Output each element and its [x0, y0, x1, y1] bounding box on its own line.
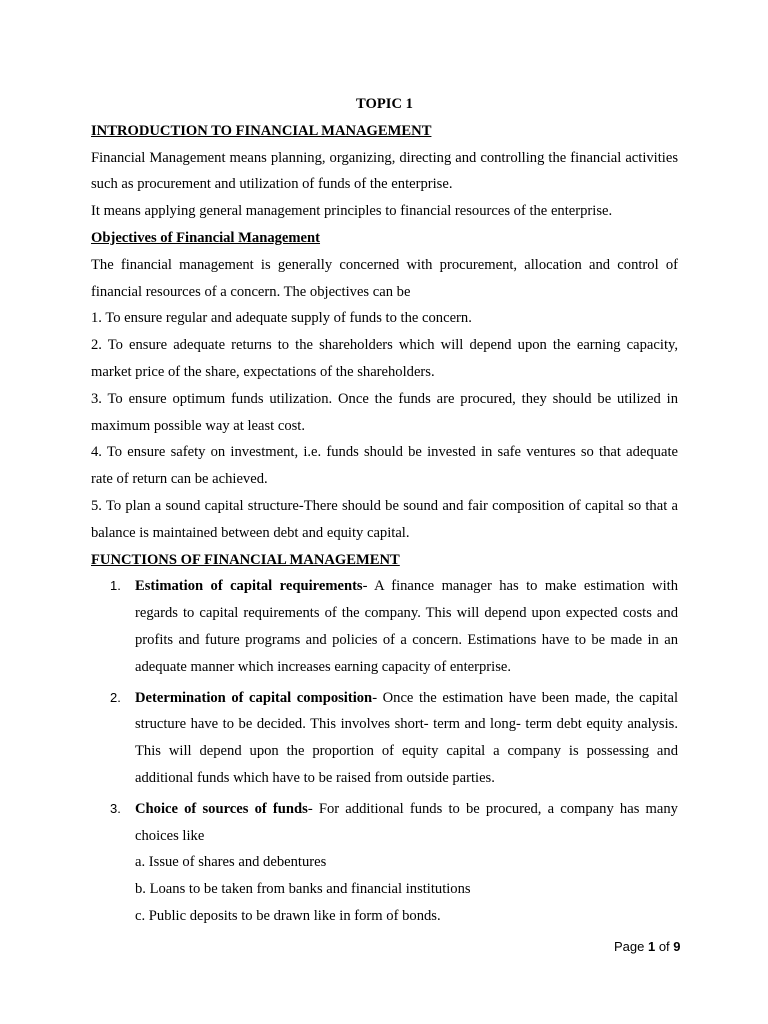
page-total: 9 [673, 939, 681, 954]
objective-item: 1. To ensure regular and adequate supply of funds to the concern. [91, 310, 472, 327]
intro-paragraph-2: It means applying general management principles to financial resources of the enterprise. [91, 203, 613, 220]
objective-item: 3. To ensure optimum funds utilization. Once the funds are procured, they should be utilized in maximum possible way at least cost. [91, 390, 678, 434]
function-title: Choice of sources of funds [135, 800, 308, 817]
function-text: - For additional funds to be procured, a company has many choices like [135, 800, 678, 844]
page-number: 1 [647, 939, 656, 954]
topic-title: TOPIC 1 [356, 96, 413, 112]
objective-item: 4. To ensure safety on investment, i.e. funds should be invested in safe ventures so that adequate rate of return can be achieved. [91, 444, 678, 488]
intro-paragraph-1: Financial Management means planning, organizing, directing and controlling the financial activities such as procurement and utilization of funds of the enterprise. [91, 149, 678, 193]
page-footer [614, 939, 681, 954]
objective-item: 5. To plan a sound capital structure-There should be sound and fair composition of capital so that a balance is maintained between debt and equity capital. [91, 497, 678, 541]
function-title: Determination of capital composition [135, 689, 373, 706]
source-choice-item: c. Public deposits to be drawn like in form of bonds. [135, 907, 441, 924]
source-choice-item: b. Loans to be taken from banks and financial institutions [135, 881, 471, 898]
functions-heading: FUNCTIONS OF FINANCIAL MANAGEMENT [91, 551, 400, 568]
function-item [91, 796, 678, 930]
functions-list [91, 573, 678, 929]
source-choices [135, 849, 678, 929]
objectives-heading: Objectives of Financial Management [91, 229, 321, 246]
function-number: 1. [110, 578, 121, 594]
objective-item: 2. To ensure adequate returns to the shareholders which will depend upon the earning capacity, market price of the share, expectations of the shareholders. [91, 337, 678, 380]
function-item [91, 685, 678, 792]
function-title: Estimation of capital requirements [135, 578, 363, 595]
function-number: 3. [110, 800, 121, 816]
page-label: Page [614, 939, 648, 954]
source-choice-item: a. Issue of shares and debentures [135, 854, 327, 871]
function-item [91, 573, 678, 680]
function-number: 2. [110, 689, 121, 705]
function-text: - Once the estimation have been made, the capital structure have to be decided. This involves short- term and long- term debt equity analysis. This will depend upon the proportion of equity capital a company is possessing and additional funds which have to be raised from outside parties. [135, 689, 678, 786]
page-of-label: of [655, 939, 674, 954]
intro-heading: INTRODUCTION TO FINANCIAL MANAGEMENT [91, 122, 432, 139]
objectives-intro: The financial management is generally concerned with procurement, allocation and control of financial resources of a concern. The objectives can be [91, 256, 678, 300]
page-content [91, 91, 678, 930]
function-text: - A finance manager has to make estimation with regards to capital requirements of the company. This will depend upon expected costs and profits and future programs and policies of a concern. Estimations have to be made in an adequate manner which increases earning capacity of enterprise. [135, 578, 678, 675]
